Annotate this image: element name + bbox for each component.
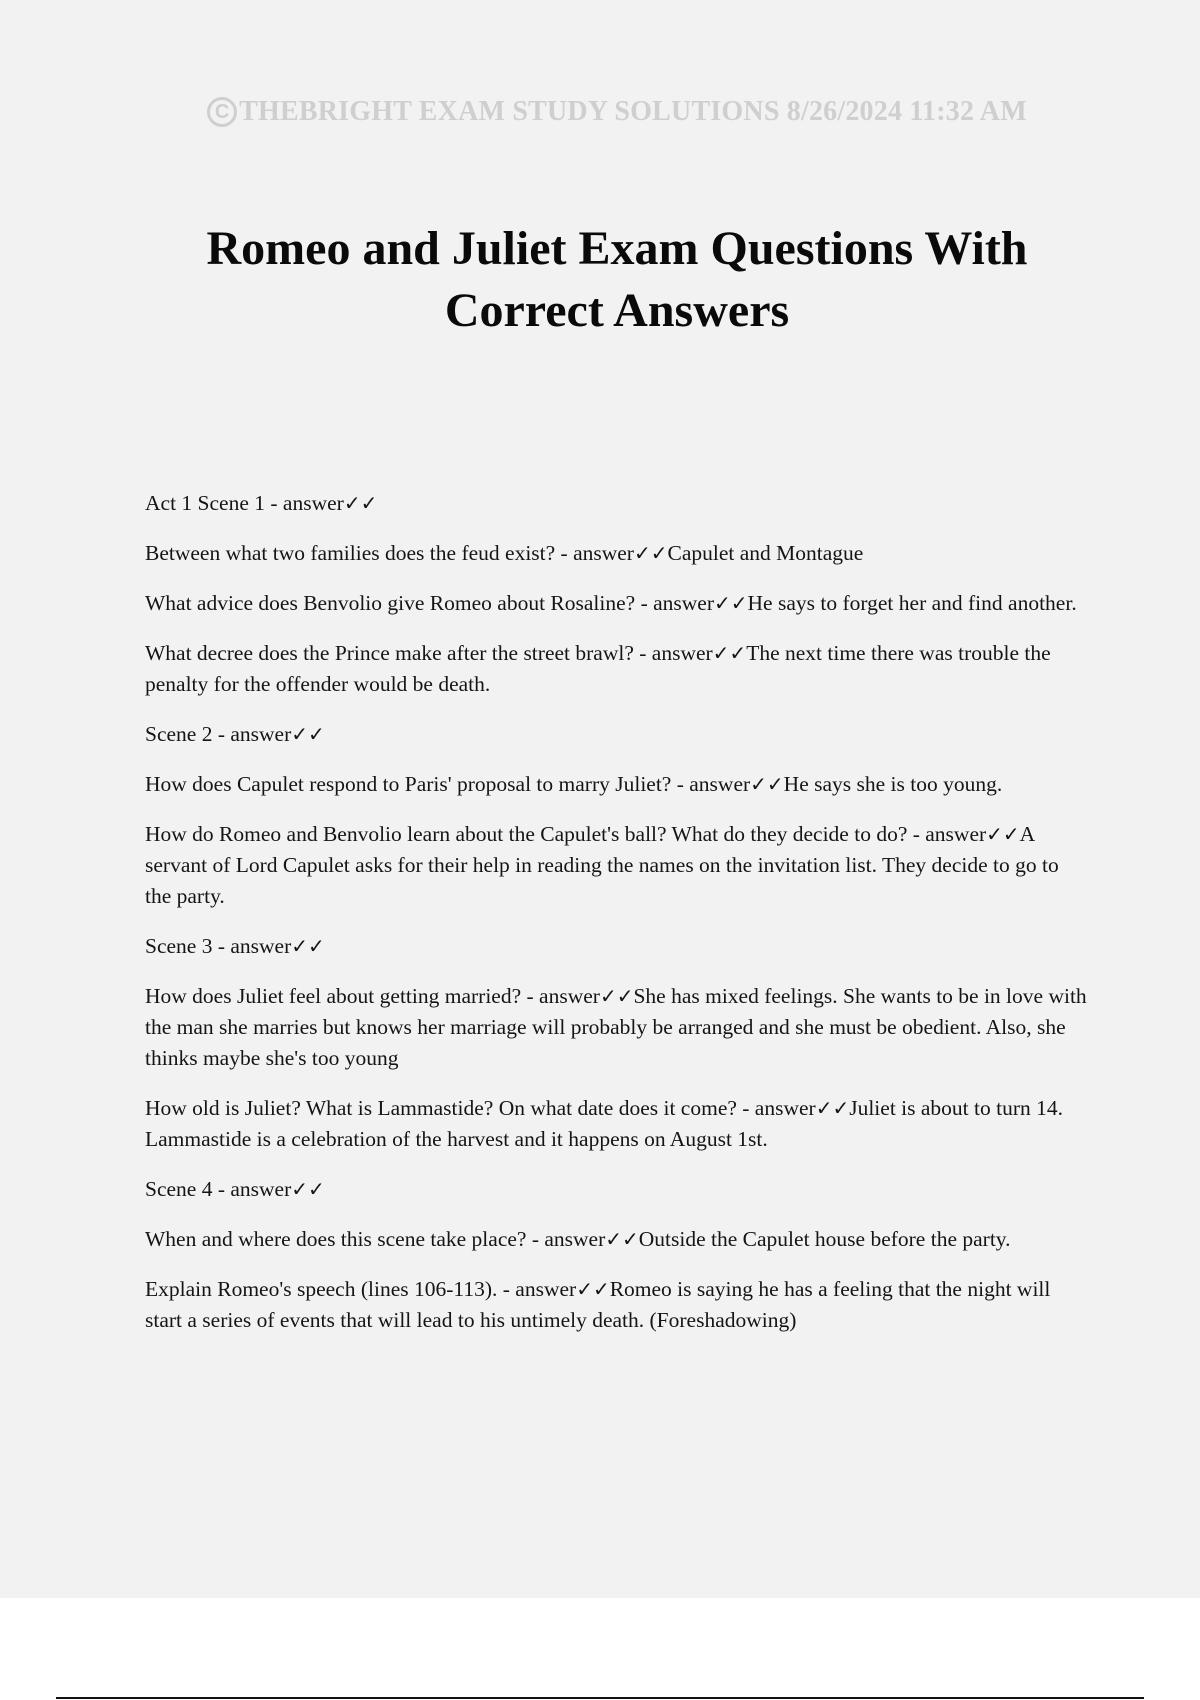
title-line-1: Romeo and Juliet Exam Questions With — [206, 222, 1028, 275]
check-marks-icon: ✓✓ — [291, 722, 325, 746]
qa-item — [145, 588, 1090, 619]
qa-item — [145, 488, 1090, 519]
answer-text: He says she is too young. — [783, 772, 1003, 796]
check-marks-icon: ✓✓ — [750, 772, 784, 796]
question-text: What advice does Benvolio give Romeo about Rosaline? - answer — [145, 591, 714, 615]
page-divider — [56, 1697, 1144, 1699]
qa-item — [145, 1174, 1090, 1205]
check-marks-icon: ✓✓ — [633, 541, 668, 565]
document-title — [0, 218, 1200, 342]
qa-item — [145, 1093, 1090, 1155]
check-marks-icon: ✓✓ — [605, 1227, 639, 1251]
title-line-2: Correct Answers — [444, 284, 790, 337]
check-marks-icon: ✓✓ — [815, 1096, 850, 1120]
answer-text: Romeo is saying he has a feeling that the night will start a series of events that will lead to his untimely death. (Foreshadowing) — [145, 1277, 1051, 1332]
question-text: Scene 3 - answer — [145, 934, 292, 958]
check-marks-icon: ✓✓ — [291, 1177, 325, 1201]
question-text: Act 1 Scene 1 - answer — [145, 491, 344, 515]
answer-text: Juliet is about to turn 14. Lammastide is a celebration of the harvest and it happens on August 1st. — [145, 1096, 1064, 1151]
qa-item — [145, 719, 1090, 750]
question-text: How do Romeo and Benvolio learn about the Capulet's ball? What do they decide to do? - answer — [145, 822, 987, 846]
qa-item — [145, 538, 1090, 569]
check-marks-icon: ✓✓ — [343, 491, 378, 515]
qa-item — [145, 819, 1090, 912]
question-text: Explain Romeo's speech (lines 106-113). - answer — [145, 1277, 577, 1301]
check-marks-icon: ✓✓ — [599, 984, 634, 1008]
answer-text: Outside the Capulet house before the party. — [638, 1227, 1011, 1251]
check-marks-icon: ✓✓ — [714, 591, 748, 615]
answer-text: A servant of Lord Capulet asks for their help in reading the names on the invitation list. They decide to go to the party. — [145, 822, 1059, 908]
check-marks-icon: ✓✓ — [291, 934, 325, 958]
qa-item — [145, 981, 1090, 1074]
question-text: How does Juliet feel about getting married? - answer — [145, 984, 600, 1008]
copyright-icon: C — [207, 97, 237, 127]
question-text: Scene 4 - answer — [145, 1177, 292, 1201]
qa-item — [145, 769, 1090, 800]
question-text: When and where does this scene take place? - answer — [145, 1227, 606, 1251]
question-text: What decree does the Prince make after the street brawl? - answer — [145, 641, 713, 665]
qa-item — [145, 638, 1090, 700]
watermark — [0, 96, 1200, 128]
qa-item — [145, 1274, 1090, 1336]
question-text: Between what two families does the feud exist? - answer — [145, 541, 634, 565]
question-text: Scene 2 - answer — [145, 722, 292, 746]
qa-item — [145, 1224, 1090, 1255]
answer-text: He says to forget her and find another. — [747, 591, 1077, 615]
qa-list — [145, 488, 1090, 1355]
question-text: How old is Juliet? What is Lammastide? On what date does it come? - answer — [145, 1096, 816, 1120]
answer-text: She has mixed feelings. She wants to be in love with the man she marries but knows her marriage will probably be arranged and she must be obedient. Also, she thinks maybe she's too young — [145, 984, 1087, 1070]
check-marks-icon: ✓✓ — [712, 641, 747, 665]
answer-text: The next time there was trouble the penalty for the offender would be death. — [145, 641, 1051, 696]
answer-text: Capulet and Montague — [667, 541, 864, 565]
check-marks-icon: ✓✓ — [576, 1277, 610, 1301]
watermark-text: THEBRIGHT EXAM STUDY SOLUTIONS 8/26/2024 11:32 AM — [239, 96, 1027, 127]
qa-item — [145, 931, 1090, 962]
check-marks-icon: ✓✓ — [986, 822, 1020, 846]
question-text: How does Capulet respond to Paris' proposal to marry Juliet? - answer — [145, 772, 751, 796]
